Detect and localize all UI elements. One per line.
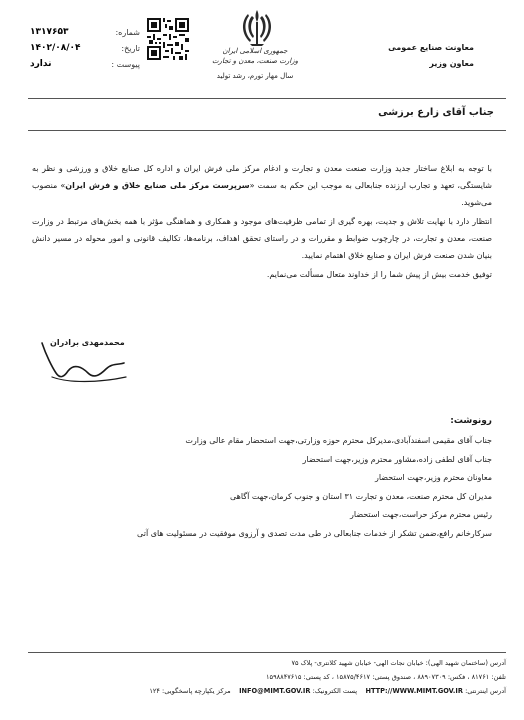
footer-divider	[28, 652, 506, 653]
footer-contact: تلفن: ۸۱۷۶۱ ، فکس: ۸۸۹۰۷۳۰۹ ، صندوق پستی: ۱۵۸۷۵/۴۶۱۷ ، کد پستی: ۱۵۹۸۸۴۷۶۱۵	[266, 673, 506, 681]
deputy-title: معاونت صنایع عمومی	[388, 43, 474, 52]
cc-title: رونوشت:	[450, 416, 492, 426]
cc-item: مدیران کل محترم صنعت، معدن و تجارت ۳۱ استان و جنوب کرمان،جهت آگاهی	[229, 491, 492, 501]
ministry-name	[200, 46, 310, 66]
iran-emblem-icon	[238, 8, 276, 48]
letter-meta	[30, 24, 140, 72]
body-p1-part1: با توجه به ابلاغ ساختار جدید وزارت صنعت معدن و تجارت و ادغام مرکز ملی فرش ایران و اداره کل صنایع خلاق و ورزشی و نظر به شایستگی، تعهد و تجارب ارزنده جنابعالی به موجب این حکم به سمت «	[32, 164, 492, 190]
cc-item: جناب آقای مقیمی اسفندآبادی،مدیرکل محترم حوزه وزارتی،جهت استحضار مقام عالی وزارت	[185, 436, 492, 445]
body-paragraph-1	[32, 160, 492, 211]
body-paragraph-3: توفیق خدمت بیش از پیش شما را از خداوند متعال مسألت می‌نمایم.	[266, 270, 492, 279]
email-link[interactable]: INFO@MIMT.GOV.IR	[239, 687, 311, 695]
date-label: تاریخ:	[121, 43, 140, 53]
footer-address: آدرس (ساختمان شهید الهی): خیابان نجات الهی- خیابان شهید کلانتری- پلاک ۷۵	[291, 659, 506, 667]
deputy-header	[388, 40, 474, 72]
ministry-line1: جمهوری اسلامی ایران	[222, 47, 288, 55]
attachment-label: پیوست :	[111, 59, 140, 69]
number-label: شماره:	[115, 27, 140, 37]
letter-number-row	[30, 24, 140, 40]
cc-item: رئیس محترم مرکز حراست،جهت استحضار	[350, 510, 492, 519]
number-value: ۱۳۱۷۶۵۳	[30, 27, 69, 37]
qr-code-icon	[147, 18, 189, 60]
year-slogan: سال مهار تورم، رشد تولید	[216, 72, 294, 80]
signer-name: محمدمهدی برادران	[50, 338, 125, 347]
letter-date-row	[30, 40, 140, 56]
email-label: پست الکترونیک:	[312, 687, 358, 695]
office-title: معاون وزیر	[429, 59, 474, 68]
attachment-value: ندارد	[30, 59, 52, 69]
ministry-line2: وزارت صنعت، معدن و تجارت	[211, 57, 299, 65]
callcenter: مرکز یکپارچه پاسخگویی: ۱۲۴	[149, 687, 231, 695]
date-value: ۱۴۰۲/۰۸/۰۴	[30, 43, 81, 53]
footer-online	[28, 684, 506, 698]
letter-body	[32, 160, 492, 285]
cc-item: سرکارخانم رافع،ضمن تشکر از خدمات جنابعالی در طی مدت تصدی و آرزوی موفقیت در مسئولیت های آتی	[137, 528, 492, 538]
body-p1-part2: » منصوب می‌شوید.	[32, 181, 492, 207]
addressee-divider	[28, 130, 506, 131]
cc-item: معاونان محترم وزیر،جهت استحضار	[374, 473, 492, 482]
header-divider	[28, 98, 506, 99]
appointment-title: سرپرست مرکز ملی صنایع خلاق و فرش ایران	[65, 181, 250, 190]
cc-item: جناب آقای لطفی زاده،مشاور محترم وزیر،جهت استحضار	[302, 454, 492, 464]
body-paragraph-2: انتظار دارد با نهایت تلاش و جدیت، بهره گیری از تمامی ظرفیت‌های موجود و همکاری و هماهنگی مؤثر با همه بخش‌های مرتبط در وزارت صنعت، معدن و تجارت، در چارچوب ضوابط و مقررات و در راستای تحقق اهداف، برنامه‌ها، تکالیف قانونی و امور محوله در مسیر دانش بنیان شدن صنعت فرش ایران و صنایع خلاق اهتمام نمایید.	[32, 217, 492, 260]
website-link[interactable]: HTTP://WWW.MIMT.GOV.IR	[365, 687, 463, 695]
addressee: جناب آقای زارع برزشی	[378, 107, 494, 118]
letter-footer	[28, 656, 506, 698]
letter-attachment-row	[30, 56, 140, 72]
website-label: آدرس اینترنتی:	[465, 687, 506, 695]
cc-list	[32, 432, 492, 543]
